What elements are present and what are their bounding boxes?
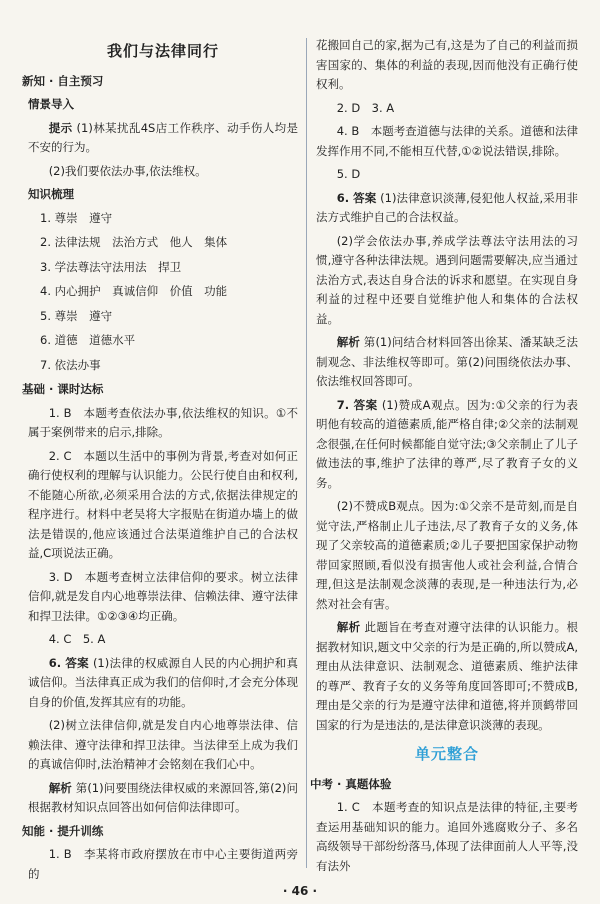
answer-7-text1: (1)赞成A观点。因为:①父亲的行为表明他有较高的道德素质,能严格自律;②父亲的法制观念很强,在任何时候都能自觉守法;③父亲制止了儿子做违法的事,维护了法律的尊严,尽了教育子女的义务。 — [316, 397, 579, 490]
hint-1 — [28, 119, 298, 158]
answer-label: 6. 答案 — [48, 655, 89, 670]
section-header-improve: 知能 · 提升训练 — [22, 823, 104, 838]
page-title: 我们与法律同行 — [106, 42, 219, 60]
answer-6-part1 — [316, 189, 578, 228]
knowledge-item: 3. 学法尊法守法用法 捍卫 — [40, 259, 182, 274]
answer-4: 4. B 本题考查道德与法律的关系。道德和法律发挥作用不同,不能相互代替,①②说法错误,排除。 — [316, 124, 578, 158]
analysis-label: 解析 — [336, 335, 360, 349]
knowledge-list — [28, 209, 298, 376]
knowledge-item: 6. 道德 道德水平 — [40, 333, 136, 347]
unit-summary-title: 单元整合 — [414, 745, 479, 763]
knowledge-item: 5. 尊崇 遵守 — [40, 308, 113, 323]
knowledge-item: 1. 尊崇 遵守 — [40, 210, 113, 225]
answer-7-analysis — [316, 618, 578, 735]
answer-7-part1 — [316, 396, 578, 494]
hint-1-text: (1)林某扰乱4S店工作秩序、动手伤人均是不安的行为。 — [28, 120, 299, 154]
answer-6-text1: (1)法律的权威源自人民的内心拥护和真诚信仰。当法律真正成为我们的信仰时,才会充分体现自身的价值,发挥其应有的功能。 — [28, 655, 299, 709]
answer-6-text1: (1)法律意识淡薄,侵犯他人权益,采用非法方式维护自己的合法权益。 — [316, 190, 578, 224]
answer-6-analysis — [28, 779, 298, 818]
knowledge-item: 4. 内心拥护 真诚信仰 价值 功能 — [40, 284, 228, 298]
answer-improve-1: 1. B 李某将市政府摆放在市中心主要街道两旁的 — [28, 847, 298, 881]
left-column — [22, 36, 299, 888]
answer-label: 7. 答案 — [336, 397, 378, 412]
answer-3: 3. D 本题考查树立法律信仰的要求。树立法律信仰,就是发自内心地尊崇法律、信赖法律、遵守法律和捍卫法律。①②③④均正确。 — [28, 569, 298, 623]
answer-1: 1. B 本题考查依法办事,依法维权的知识。①不属于案例带来的启示,排除。 — [28, 405, 298, 439]
answer-6-analysis — [316, 333, 578, 392]
analysis-label: 解析 — [336, 620, 361, 634]
answer-6-part2: (2)学会依法办事,养成学法尊法守法用法的习惯,遵守各种法律法规。遇到问题需要解决,应当通过法治方式,表达自身合法的诉求和愿望。在实现自身利益的过程中还要自觉维护他人和集体的合法权益。 — [316, 233, 578, 326]
answer-2: 2. C 本题以生活中的事例为背景,考查对如何正确行使权利的理解与认识能力。公民行使自由和权利,不能随心所欲,必须采用合法的方式,依据法律规定的程序进行。材料中老吴将大字报贴在街道办墙上的做法是错误的,他应该通过合法渠道维护自己的合法权益,C项说法正确。 — [28, 448, 298, 560]
hint-2: (2)我们要依法办事,依法维权。 — [48, 163, 207, 178]
knowledge-item: 2. 法律法规 法治方式 他人 集体 — [40, 235, 228, 249]
analysis-text: 此题旨在考查对遵守法律的认识能力。根据教材知识,题文中父亲的行为是正确的,所以赞成A,理由从法律意识、法制观念、道德素质、维护法律的尊严、教育子女的义务等角度回答即可;不赞成B,理由是父亲的行为是遵守法律和道德,将并顶鹤带回国家的行为是违法的,是法律意识淡薄的表现。 — [316, 620, 579, 732]
analysis-text: 第(1)问要围绕法律权威的来源回答,第(2)问根据教材知识点回答出如何信仰法律即可。 — [28, 780, 299, 814]
answer-improve-1-cont: 花搬回自己的家,据为己有,这是为了自己的利益而损害国家的、集体的利益的表现,因而他没有正确行使权利。 — [316, 38, 578, 91]
section-header-exam: 中考 · 真题体验 — [310, 776, 392, 791]
analysis-text: 第(1)问结合材料回答出徐某、潘某缺乏法制观念、非法维权等即可。第(2)问围绕依法办事、依法维权回答即可。 — [316, 335, 579, 388]
column-divider — [306, 38, 307, 868]
subsection-knowledge: 知识梳理 — [28, 187, 74, 201]
analysis-label: 解析 — [48, 780, 72, 795]
section-header-basics: 基础 · 课时达标 — [22, 382, 104, 396]
hint-label: 提示 — [48, 120, 73, 135]
answer-7-part2: (2)不赞成B观点。因为:①父亲不是苛刻,而是自觉守法,严格制止儿子违法,尽了教育子女的义务,体现了父亲较高的道德素质;②儿子要把国家保护动物带回家照顾,看似没有损害他人或社会利益,合情合理,但这是法制观念淡薄的表现,是一种违法行为,必然对社会有害。 — [316, 499, 578, 611]
answer-5: 5. D — [336, 167, 361, 181]
answer-label: 6. 答案 — [336, 190, 377, 205]
page-number: · 46 · — [282, 884, 318, 898]
right-column — [310, 36, 579, 880]
answer-6-part1 — [28, 654, 298, 713]
answer-4-5: 4. C 5. A — [48, 632, 106, 646]
answer-6-part2: (2)树立法律信仰,就是发自内心地尊崇法律、信赖法律、遵守法律和捍卫法律。当法律至上成为我们的真诚信仰时,法治精神才会铭刻在我们心中。 — [28, 718, 298, 771]
subsection-scene-intro: 情景导入 — [28, 97, 74, 111]
section-header-preview: 新知 · 自主预习 — [22, 73, 104, 88]
exam-answer-1: 1. C 本题考查的知识点是法律的特征,主要考查运用基础知识的能力。追回外逃腐败分子、多名高级领导干部纷纷落马,体现了法律面前人人平等,没有法外 — [316, 800, 578, 873]
answer-2-3: 2. D 3. A — [336, 100, 395, 115]
knowledge-item: 7. 依法办事 — [40, 357, 101, 372]
